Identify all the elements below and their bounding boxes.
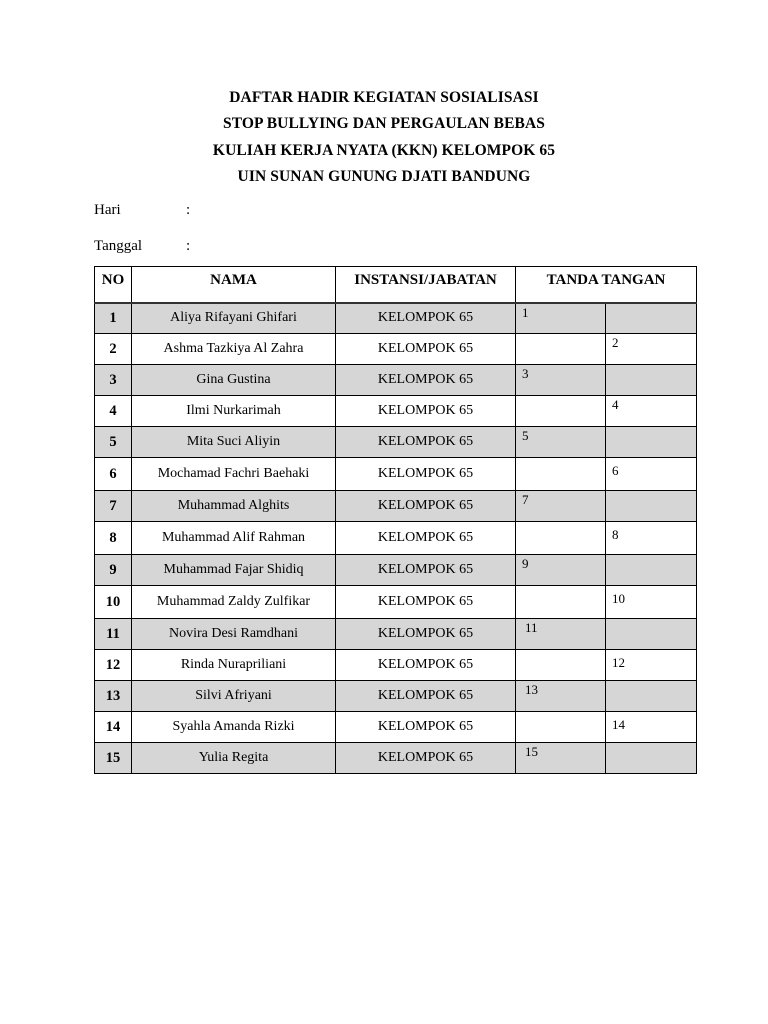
- attendance-rows: [95, 303, 697, 774]
- row-no: 11: [95, 619, 132, 650]
- table-row: [95, 365, 697, 396]
- signature-cell-left[interactable]: [516, 365, 606, 396]
- table-row: [95, 586, 697, 619]
- signature-cell-left[interactable]: [516, 681, 606, 712]
- signature-cell-right[interactable]: [606, 491, 697, 522]
- row-nama: Yulia Regita: [132, 743, 336, 774]
- row-nama: Mita Suci Aliyin: [132, 427, 336, 458]
- signature-cell-left[interactable]: [516, 619, 606, 650]
- row-nama: Gina Gustina: [132, 365, 336, 396]
- row-no: 5: [95, 427, 132, 458]
- signature-cell-right[interactable]: [606, 522, 697, 555]
- signature-cell-right[interactable]: [606, 396, 697, 427]
- table-row: [95, 522, 697, 555]
- signature-cell-left[interactable]: [516, 427, 606, 458]
- row-nama: Silvi Afriyani: [132, 681, 336, 712]
- signature-cell-right[interactable]: [606, 712, 697, 743]
- row-instansi: KELOMPOK 65: [336, 619, 516, 650]
- row-nama: Rinda Nurapriliani: [132, 650, 336, 681]
- signature-cell-left[interactable]: [516, 555, 606, 586]
- signature-number: 12: [612, 655, 625, 670]
- signature-cell-right[interactable]: [606, 303, 697, 334]
- table-row: [95, 458, 697, 491]
- row-nama: Muhammad Zaldy Zulfikar: [132, 586, 336, 619]
- row-instansi: KELOMPOK 65: [336, 303, 516, 334]
- row-nama: Aliya Rifayani Ghifari: [132, 303, 336, 334]
- signature-number: 11: [525, 620, 538, 635]
- row-instansi: KELOMPOK 65: [336, 458, 516, 491]
- row-no: 12: [95, 650, 132, 681]
- signature-cell-left[interactable]: [516, 712, 606, 743]
- signature-number: 8: [612, 527, 619, 542]
- title-line-4: UIN SUNAN GUNUNG DJATI BANDUNG: [237, 167, 531, 185]
- header-nama: NAMA: [132, 267, 336, 303]
- tanggal-label: Tanggal: [94, 238, 143, 254]
- signature-number: 15: [525, 744, 538, 759]
- header-no: NO: [95, 267, 132, 303]
- signature-cell-left[interactable]: [516, 334, 606, 365]
- signature-number: 10: [612, 591, 625, 606]
- signature-number: 3: [522, 366, 529, 381]
- signature-cell-right[interactable]: [606, 427, 697, 458]
- signature-number: 9: [522, 556, 529, 571]
- tanggal-field: [94, 236, 190, 256]
- title-line-2: STOP BULLYING DAN PERGAULAN BEBAS: [223, 115, 545, 133]
- table-row: [95, 650, 697, 681]
- table-row: [95, 396, 697, 427]
- row-nama: Mochamad Fachri Baehaki: [132, 458, 336, 491]
- signature-number: 13: [525, 682, 538, 697]
- row-nama: Ilmi Nurkarimah: [132, 396, 336, 427]
- table-row: [95, 743, 697, 774]
- row-no: 2: [95, 334, 132, 365]
- header-instansi: INSTANSI/JABATAN: [336, 267, 516, 303]
- row-instansi: KELOMPOK 65: [336, 522, 516, 555]
- row-nama: Muhammad Alghits: [132, 491, 336, 522]
- header-tanda-tangan: TANDA TANGAN: [516, 267, 697, 303]
- row-instansi: KELOMPOK 65: [336, 396, 516, 427]
- row-instansi: KELOMPOK 65: [336, 427, 516, 458]
- row-instansi: KELOMPOK 65: [336, 743, 516, 774]
- row-nama: Muhammad Fajar Shidiq: [132, 555, 336, 586]
- row-no: 8: [95, 522, 132, 555]
- document-title: [0, 85, 768, 190]
- signature-cell-right[interactable]: [606, 365, 697, 396]
- signature-number: 4: [612, 397, 619, 412]
- signature-cell-left[interactable]: [516, 458, 606, 491]
- signature-cell-left[interactable]: [516, 522, 606, 555]
- signature-cell-left[interactable]: [516, 396, 606, 427]
- table-header-row: [95, 267, 697, 303]
- row-no: 1: [95, 303, 132, 334]
- signature-cell-right[interactable]: [606, 334, 697, 365]
- table-row: [95, 619, 697, 650]
- signature-cell-left[interactable]: [516, 743, 606, 774]
- table-row: [95, 681, 697, 712]
- table-row: [95, 555, 697, 586]
- table-row: [95, 491, 697, 522]
- row-instansi: KELOMPOK 65: [336, 555, 516, 586]
- signature-cell-right[interactable]: [606, 743, 697, 774]
- row-nama: Syahla Amanda Rizki: [132, 712, 336, 743]
- hari-field: [94, 200, 190, 220]
- signature-cell-right[interactable]: [606, 586, 697, 619]
- row-nama: Muhammad Alif Rahman: [132, 522, 336, 555]
- table-row: [95, 712, 697, 743]
- attendance-table: [94, 266, 697, 774]
- row-no: 9: [95, 555, 132, 586]
- signature-number: 14: [612, 717, 625, 732]
- tanggal-colon: :: [186, 238, 191, 254]
- row-no: 14: [95, 712, 132, 743]
- row-instansi: KELOMPOK 65: [336, 712, 516, 743]
- signature-cell-left[interactable]: [516, 303, 606, 334]
- row-no: 15: [95, 743, 132, 774]
- title-line-3: KULIAH KERJA NYATA (KKN) KELOMPOK 65: [212, 141, 556, 159]
- table-row: [95, 334, 697, 365]
- row-no: 4: [95, 396, 132, 427]
- signature-cell-right[interactable]: [606, 555, 697, 586]
- row-instansi: KELOMPOK 65: [336, 650, 516, 681]
- signature-number: 1: [522, 304, 529, 320]
- row-instansi: KELOMPOK 65: [336, 365, 516, 396]
- row-nama: Ashma Tazkiya Al Zahra: [132, 334, 336, 365]
- signature-cell-left[interactable]: [516, 586, 606, 619]
- signature-cell-right[interactable]: [606, 681, 697, 712]
- row-no: 3: [95, 365, 132, 396]
- row-instansi: KELOMPOK 65: [336, 681, 516, 712]
- signature-number: 5: [522, 428, 529, 443]
- row-instansi: KELOMPOK 65: [336, 491, 516, 522]
- row-nama: Novira Desi Ramdhani: [132, 619, 336, 650]
- hari-colon: :: [186, 202, 191, 218]
- signature-cell-right[interactable]: [606, 619, 697, 650]
- row-no: 10: [95, 586, 132, 619]
- table-row: [95, 427, 697, 458]
- row-instansi: KELOMPOK 65: [336, 586, 516, 619]
- signature-number: 6: [612, 463, 619, 478]
- title-line-1: DAFTAR HADIR KEGIATAN SOSIALISASI: [229, 89, 539, 106]
- signature-cell-left[interactable]: [516, 491, 606, 522]
- signature-cell-right[interactable]: [606, 458, 697, 491]
- table-row: [95, 303, 697, 334]
- hari-label: Hari: [94, 202, 121, 218]
- row-no: 13: [95, 681, 132, 712]
- row-instansi: KELOMPOK 65: [336, 334, 516, 365]
- signature-cell-left[interactable]: [516, 650, 606, 681]
- row-no: 6: [95, 458, 132, 491]
- signature-cell-right[interactable]: [606, 650, 697, 681]
- row-no: 7: [95, 491, 132, 522]
- signature-number: 2: [612, 335, 619, 350]
- signature-number: 7: [522, 492, 529, 507]
